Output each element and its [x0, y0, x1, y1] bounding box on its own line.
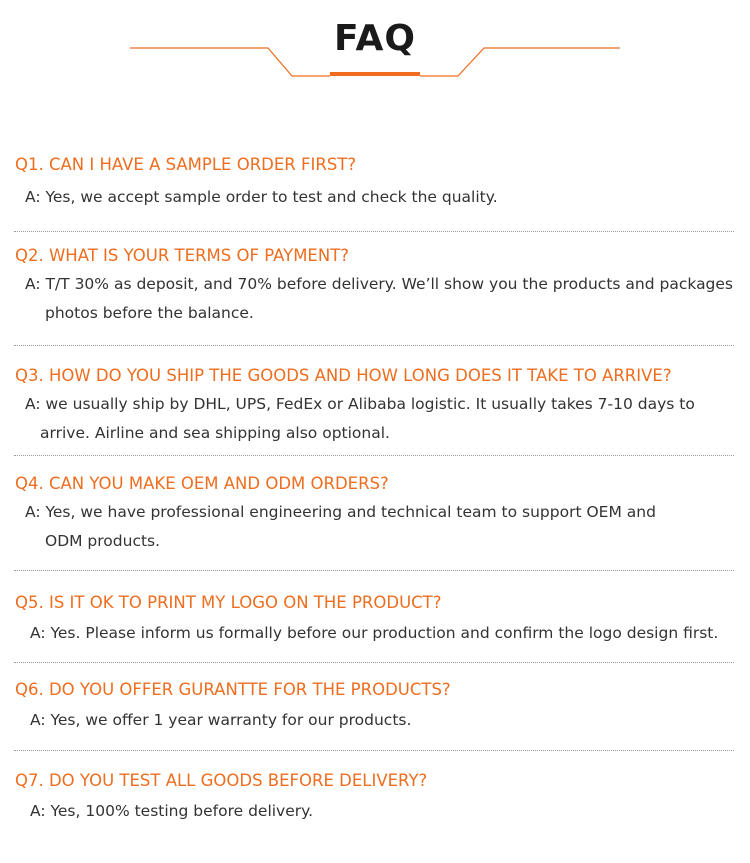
- divider: [14, 345, 734, 346]
- divider: [14, 662, 734, 663]
- header-underline: [330, 72, 420, 76]
- faq-answer: A: we usually ship by DHL, UPS, FedEx or Alibaba logistic. It usually takes 7-10 days to: [25, 395, 695, 413]
- faq-answer-continued: arrive. Airline and sea shipping also optional.: [40, 424, 390, 442]
- page-title: FAQ: [334, 18, 416, 59]
- divider: [14, 750, 734, 751]
- faq-answer: A: Yes, we accept sample order to test and check the quality.: [25, 188, 498, 206]
- faq-answer: A: Yes, 100% testing before delivery.: [30, 802, 314, 820]
- faq-answer: A: Yes, we offer 1 year warranty for our products.: [30, 711, 412, 729]
- faq-question: Q6. DO YOU OFFER GURANTTE FOR THE PRODUCTS?: [15, 680, 451, 699]
- divider: [14, 231, 734, 232]
- faq-answer: A: Yes. Please inform us formally before our production and confirm the logo design first.: [30, 624, 719, 642]
- divider: [14, 570, 734, 571]
- faq-question: Q1. CAN I HAVE A SAMPLE ORDER FIRST?: [15, 155, 357, 174]
- faq-header: [0, 0, 750, 90]
- faq-question: Q5. IS IT OK TO PRINT MY LOGO ON THE PRODUCT?: [15, 593, 442, 612]
- faq-answer-continued: photos before the balance.: [45, 304, 254, 322]
- faq-question: Q4. CAN YOU MAKE OEM AND ODM ORDERS?: [15, 474, 389, 493]
- faq-question: Q2. WHAT IS YOUR TERMS OF PAYMENT?: [15, 246, 350, 265]
- divider: [14, 455, 734, 456]
- faq-question: Q7. DO YOU TEST ALL GOODS BEFORE DELIVERY?: [15, 771, 428, 790]
- faq-question: Q3. HOW DO YOU SHIP THE GOODS AND HOW LONG DOES IT TAKE TO ARRIVE?: [15, 366, 672, 385]
- faq-answer-continued: ODM products.: [45, 532, 161, 550]
- faq-answer: A: Yes, we have professional engineering and technical team to support OEM and: [25, 503, 656, 521]
- faq-answer: A: T/T 30% as deposit, and 70% before delivery. We’ll show you the products and packages: [25, 275, 734, 293]
